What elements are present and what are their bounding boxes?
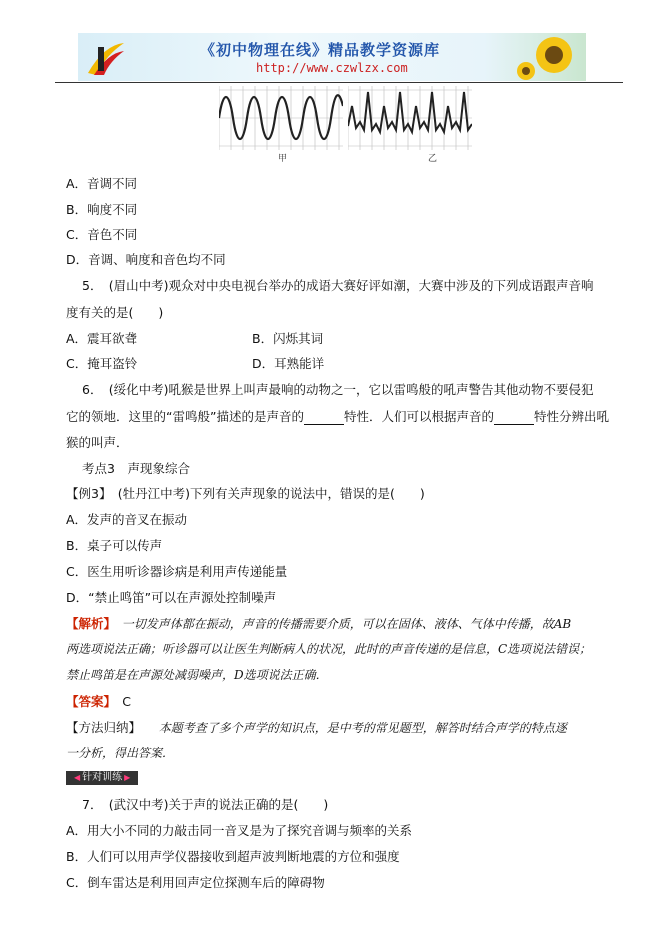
- q6-blank-2: [494, 412, 534, 425]
- analysis-text-1: 一切发声体都在振动，声音的传播需要介质，可以在固体、液体、气体中传播，故AB: [109, 617, 572, 631]
- waveform-a-figure: [219, 86, 343, 150]
- example3-option-b: B．桌子可以传声: [66, 538, 163, 553]
- answer-value: C: [109, 694, 131, 709]
- q4-option-c: C．音色不同: [66, 227, 138, 242]
- q5-stem-line1: 5． (眉山中考)观众对中央电视台举办的成语大赛好评如潮，大赛中涉及的下列成语跟声音响: [82, 278, 594, 293]
- example3-option-a: A．发声的音叉在振动: [66, 512, 188, 527]
- waveform-b-label: 乙: [428, 154, 438, 164]
- method-text-1: 本题考查了多个声学的知识点，是中考的常见题型，解答时结合声学的特点逐: [134, 721, 567, 735]
- q5-stem-line2: 度有关的是( ): [66, 305, 164, 320]
- q6-blank-1: [304, 412, 344, 425]
- analysis-line2: 两选项说法正确；听诊器可以让医生判断病人的状况，此时的声音传递的是信息，C选项说法错误；: [66, 642, 592, 656]
- sunflower-icon: [514, 33, 584, 81]
- q4-option-d: D．音调、响度和音色均不同: [66, 252, 226, 267]
- answer-line: [66, 692, 131, 710]
- example3-option-c: C．医生用听诊器诊病是利用声传递能量: [66, 564, 288, 579]
- q5-option-c: C．掩耳盗铃: [66, 356, 138, 371]
- header-banner: [78, 33, 586, 81]
- q6-stem-line1: 6． (绥化中考)吼猴是世界上叫声最响的动物之一，它以雷鸣般的吼声警告其他动物不要侵犯: [82, 382, 594, 397]
- section-title: 考点3 声现象综合: [82, 461, 190, 476]
- q5-option-a: A．震耳欲聋: [66, 331, 138, 346]
- q6-stem-line2: [66, 407, 609, 425]
- method-label: 【方法归纳】: [66, 720, 135, 735]
- q7-stem: 7． (武汉中考)关于声的说法正确的是( ): [82, 797, 329, 812]
- q5-option-b: B．闪烁其词: [252, 331, 324, 346]
- q7-option-c: C．倒车雷达是利用回声定位探测车后的障碍物: [66, 875, 325, 890]
- q4-option-b: B．响度不同: [66, 202, 138, 217]
- waveform-a-label: 甲: [278, 154, 288, 164]
- analysis-label: 【解析】: [66, 616, 110, 631]
- q6-stem-line2-part3: 特性分辨出吼: [533, 409, 609, 424]
- header-divider: [55, 82, 623, 83]
- method-line1: [66, 718, 567, 736]
- site-logo-icon: [84, 39, 126, 77]
- answer-label: 【答案】: [66, 694, 110, 709]
- waveform-b-figure: [348, 86, 472, 150]
- practice-tag: ◀ 针对训练 ▶: [66, 771, 138, 785]
- q4-option-a: A．音调不同: [66, 176, 138, 191]
- q7-option-a: A．用大小不同的力敲击同一音叉是为了探究音调与频率的关系: [66, 823, 413, 838]
- example3-stem: 【例3】 (牡丹江中考)下列有关声现象的说法中，错误的是( ): [66, 486, 425, 501]
- q7-option-b: B．人们可以用声学仪器接收到超声波判断地震的方位和强度: [66, 849, 400, 864]
- q6-stem-line3: 猴的叫声．: [66, 435, 129, 450]
- banner-title: 《初中物理在线》精品教学资源库: [200, 41, 441, 59]
- analysis-line1: [66, 614, 571, 632]
- q6-stem-line2-part1: 它的领地．这里的“雷鸣般”描述的是声音的: [66, 409, 304, 424]
- method-line2: 一分析，得出答案．: [66, 746, 175, 760]
- banner-url[interactable]: http://www.czwlzx.com: [256, 61, 408, 75]
- example3-option-d: D．“禁止鸣笛”可以在声源处控制噪声: [66, 590, 277, 605]
- q6-stem-line2-part2: 特性．人们可以根据声音的: [343, 409, 494, 424]
- analysis-line3: 禁止鸣笛是在声源处减弱噪声，D选项说法正确．: [66, 668, 328, 682]
- q5-option-d: D．耳熟能详: [252, 356, 325, 371]
